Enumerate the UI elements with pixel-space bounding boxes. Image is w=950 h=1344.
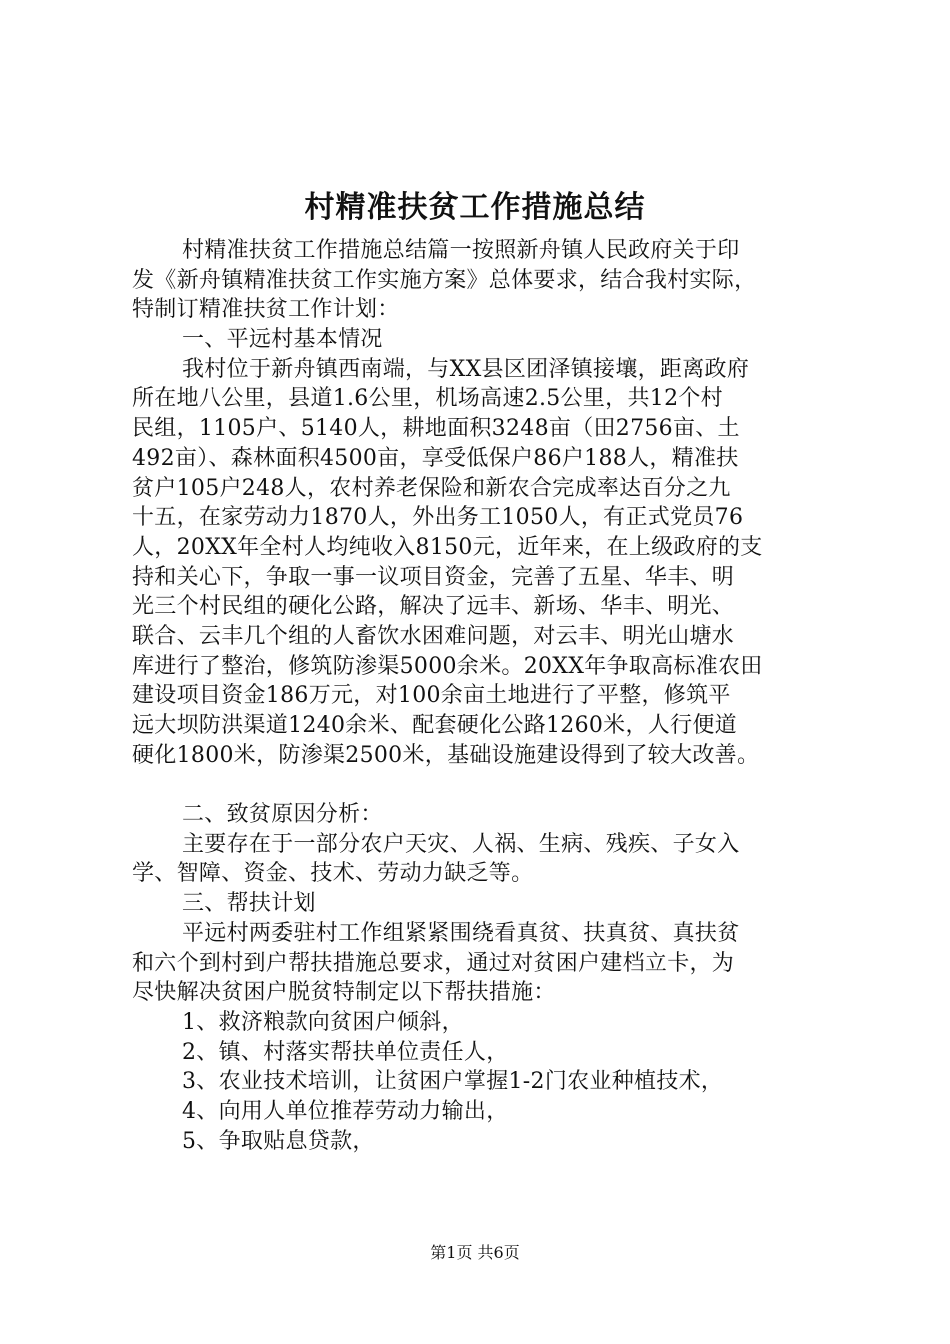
body-text-line: 二、致贫原因分析： <box>182 802 383 828</box>
body-text-line: 2、镇、村落实帮扶单位责任人， <box>182 1039 509 1065</box>
body-text-line: 发《新舟镇精准扶贫工作实施方案》总体要求，结合我村实际， <box>132 267 757 293</box>
body-text-line: 光三个村民组的硬化公路，解决了远丰、新场、华丰、明光、 <box>132 594 735 620</box>
body-text-line: 村精准扶贫工作措施总结篇一按照新舟镇人民政府关于印 <box>182 238 740 263</box>
body-text-line: 和六个到村到户帮扶措施总要求，通过对贫困户建档立卡，为 <box>132 950 735 976</box>
body-text-line: 人，20XX年全村人均纯收入8150元，近年来，在上级政府的支 <box>132 534 763 560</box>
body-text-line: 三、帮扶计划 <box>182 891 316 917</box>
body-text-line: 远大坝防洪渠道1240余米、配套硬化公路1260米，人行便道 <box>132 713 737 738</box>
body-text-line: 1、救济粮款向贫困户倾斜， <box>182 1009 464 1035</box>
body-text-line: 我村位于新舟镇西南端，与XX县区团泽镇接壤，距离政府 <box>182 356 750 382</box>
body-text-line: 建设项目资金186万元，对100余亩土地进行了平整，修筑平 <box>132 683 731 709</box>
body-text-line: 特制订精准扶贫工作计划： <box>132 297 400 323</box>
body-text-line: 学、智障、资金、技术、劳动力缺乏等。 <box>132 861 534 887</box>
body-text-line: 3、农业技术培训，让贫困户掌握1-2门农业种植技术， <box>182 1069 724 1095</box>
body-text-line: 一、平远村基本情况 <box>182 327 383 353</box>
body-text-line: 平远村两委驻村工作组紧紧围绕看真贫、扶真贫、真扶贫 <box>182 920 740 946</box>
body-text-line: 尽快解决贫困户脱贫特制定以下帮扶措施： <box>132 980 556 1006</box>
body-text-line: 十五，在家劳动力1870人，外出务工1050人，有正式党员76 <box>132 505 744 531</box>
body-text-line: 492亩）、森林面积4500亩，享受低保户86户188人，精准扶 <box>132 445 739 471</box>
body-text-line: 4、向用人单位推荐劳动力输出， <box>182 1098 509 1124</box>
document-body <box>132 236 844 1156</box>
blank-line <box>132 770 844 800</box>
body-text-line: 联合、云丰几个组的人畜饮水困难问题，对云丰、明光山塘水 <box>132 623 735 649</box>
body-text-line: 5、争取贴息贷款， <box>182 1128 375 1154</box>
body-text-line: 主要存在于一部分农户天灾、人祸、生病、残疾、子女入 <box>182 831 740 857</box>
document-title: 村精准扶贫工作措施总结 <box>304 190 646 225</box>
body-text-line: 持和关心下，争取一事一议项目资金，完善了五星、华丰、明 <box>132 564 735 590</box>
body-text-line: 库进行了整治，修筑防渗渠5000余米。20XX年争取高标准农田 <box>132 653 763 679</box>
body-text-line: 贫户105户248人，农村养老保险和新农合完成率达百分之九 <box>132 475 731 501</box>
body-text-line: 硬化1800米，防渗渠2500米，基础设施建设得到了较大改善。 <box>132 742 760 768</box>
page-indicator: 第1页 共6页 <box>430 1243 520 1262</box>
body-text-line: 民组，1105户、5140人，耕地面积3248亩（田2756亩、土 <box>132 416 740 442</box>
body-text-line: 所在地八公里，县道1.6公里，机场高速2.5公里，共12个村 <box>132 386 723 412</box>
